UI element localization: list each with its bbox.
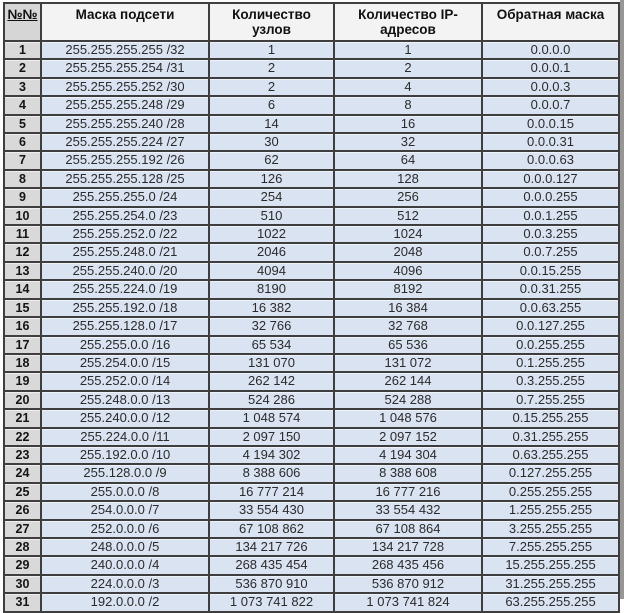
cell-wildcard-mask: 0.31.255.255 xyxy=(482,428,619,446)
cell-wildcard-mask: 0.0.7.255 xyxy=(482,243,619,261)
cell-ip-count: 33 554 432 xyxy=(334,501,482,519)
cell-wildcard-mask: 0.0.0.0 xyxy=(482,41,619,59)
cell-row-number: 13 xyxy=(4,262,41,280)
cell-subnet-mask: 255.255.255.248 /29 xyxy=(41,96,209,114)
cell-host-count: 1022 xyxy=(209,225,334,243)
cell-host-count: 4 194 302 xyxy=(209,446,334,464)
cell-subnet-mask: 255.255.192.0 /18 xyxy=(41,299,209,317)
cell-subnet-mask: 255.255.248.0 /21 xyxy=(41,243,209,261)
cell-row-number: 14 xyxy=(4,280,41,298)
cell-host-count: 262 142 xyxy=(209,372,334,390)
cell-host-count: 510 xyxy=(209,207,334,225)
table-row xyxy=(4,262,619,280)
cell-subnet-mask: 255.255.255.192 /26 xyxy=(41,151,209,169)
cell-row-number: 17 xyxy=(4,336,41,354)
cell-ip-count: 8 xyxy=(334,96,482,114)
table-row xyxy=(4,151,619,169)
cell-ip-count: 4096 xyxy=(334,262,482,280)
cell-host-count: 4094 xyxy=(209,262,334,280)
cell-subnet-mask: 192.0.0.0 /2 xyxy=(41,593,209,611)
cell-subnet-mask: 255.224.0.0 /11 xyxy=(41,428,209,446)
cell-row-number: 15 xyxy=(4,299,41,317)
cell-ip-count: 128 xyxy=(334,170,482,188)
table-row xyxy=(4,483,619,501)
cell-subnet-mask: 255.255.255.254 /31 xyxy=(41,59,209,77)
cell-row-number: 21 xyxy=(4,409,41,427)
table-row xyxy=(4,372,619,390)
column-header-number-label: №№ xyxy=(7,7,38,22)
table-row xyxy=(4,225,619,243)
cell-row-number: 7 xyxy=(4,151,41,169)
table-row xyxy=(4,96,619,114)
cell-host-count: 1 048 574 xyxy=(209,409,334,427)
cell-row-number: 11 xyxy=(4,225,41,243)
cell-ip-count: 134 217 728 xyxy=(334,538,482,556)
cell-row-number: 16 xyxy=(4,317,41,335)
cell-ip-count: 32 xyxy=(334,133,482,151)
cell-subnet-mask: 255.248.0.0 /13 xyxy=(41,391,209,409)
cell-ip-count: 1 xyxy=(334,41,482,59)
cell-host-count: 536 870 910 xyxy=(209,575,334,593)
cell-row-number: 8 xyxy=(4,170,41,188)
cell-host-count: 1 xyxy=(209,41,334,59)
cell-row-number: 6 xyxy=(4,133,41,151)
cell-wildcard-mask: 3.255.255.255 xyxy=(482,520,619,538)
cell-wildcard-mask: 0.0.63.255 xyxy=(482,299,619,317)
cell-wildcard-mask: 0.0.0.15 xyxy=(482,115,619,133)
cell-ip-count: 1 073 741 824 xyxy=(334,593,482,611)
cell-ip-count: 2048 xyxy=(334,243,482,261)
cell-subnet-mask: 255.255.128.0 /17 xyxy=(41,317,209,335)
subnet-mask-table xyxy=(3,2,620,613)
table-row xyxy=(4,299,619,317)
cell-wildcard-mask: 63.255.255.255 xyxy=(482,593,619,611)
column-header-number xyxy=(4,3,41,41)
cell-host-count: 134 217 726 xyxy=(209,538,334,556)
table-row xyxy=(4,520,619,538)
table-row xyxy=(4,188,619,206)
cell-wildcard-mask: 31.255.255.255 xyxy=(482,575,619,593)
cell-ip-count: 2 097 152 xyxy=(334,428,482,446)
column-header-ip-count: Количество IP-адресов xyxy=(334,3,482,41)
cell-ip-count: 16 xyxy=(334,115,482,133)
cell-host-count: 8 388 606 xyxy=(209,464,334,482)
table-row xyxy=(4,317,619,335)
cell-row-number: 26 xyxy=(4,501,41,519)
cell-ip-count: 512 xyxy=(334,207,482,225)
cell-host-count: 524 286 xyxy=(209,391,334,409)
column-header-wildcard-mask: Обратная маска xyxy=(482,3,619,41)
cell-host-count: 16 777 214 xyxy=(209,483,334,501)
cell-wildcard-mask: 0.255.255.255 xyxy=(482,483,619,501)
cell-wildcard-mask: 0.0.0.127 xyxy=(482,170,619,188)
cell-subnet-mask: 224.0.0.0 /3 xyxy=(41,575,209,593)
cell-subnet-mask: 255.255.255.255 /32 xyxy=(41,41,209,59)
cell-subnet-mask: 255.240.0.0 /12 xyxy=(41,409,209,427)
cell-row-number: 2 xyxy=(4,59,41,77)
cell-ip-count: 536 870 912 xyxy=(334,575,482,593)
cell-subnet-mask: 255.255.255.240 /28 xyxy=(41,115,209,133)
table-row xyxy=(4,41,619,59)
cell-host-count: 131 070 xyxy=(209,354,334,372)
cell-wildcard-mask: 15.255.255.255 xyxy=(482,556,619,574)
cell-host-count: 65 534 xyxy=(209,336,334,354)
table-row xyxy=(4,391,619,409)
cell-row-number: 30 xyxy=(4,575,41,593)
table-body xyxy=(4,41,619,612)
cell-ip-count: 8 388 608 xyxy=(334,464,482,482)
cell-subnet-mask: 255.255.255.0 /24 xyxy=(41,188,209,206)
table-row xyxy=(4,59,619,77)
cell-host-count: 14 xyxy=(209,115,334,133)
cell-wildcard-mask: 0.0.31.255 xyxy=(482,280,619,298)
cell-ip-count: 1 048 576 xyxy=(334,409,482,427)
cell-row-number: 5 xyxy=(4,115,41,133)
cell-ip-count: 262 144 xyxy=(334,372,482,390)
table-row xyxy=(4,78,619,96)
cell-wildcard-mask: 0.0.0.7 xyxy=(482,96,619,114)
cell-subnet-mask: 255.192.0.0 /10 xyxy=(41,446,209,464)
cell-subnet-mask: 255.255.254.0 /23 xyxy=(41,207,209,225)
cell-row-number: 12 xyxy=(4,243,41,261)
cell-host-count: 268 435 454 xyxy=(209,556,334,574)
cell-row-number: 22 xyxy=(4,428,41,446)
table-row xyxy=(4,501,619,519)
cell-host-count: 32 766 xyxy=(209,317,334,335)
cell-host-count: 33 554 430 xyxy=(209,501,334,519)
cell-subnet-mask: 255.255.255.252 /30 xyxy=(41,78,209,96)
cell-ip-count: 64 xyxy=(334,151,482,169)
cell-host-count: 1 073 741 822 xyxy=(209,593,334,611)
cell-ip-count: 256 xyxy=(334,188,482,206)
table-row xyxy=(4,133,619,151)
cell-ip-count: 131 072 xyxy=(334,354,482,372)
table-row xyxy=(4,336,619,354)
cell-row-number: 9 xyxy=(4,188,41,206)
cell-row-number: 19 xyxy=(4,372,41,390)
cell-wildcard-mask: 0.0.0.31 xyxy=(482,133,619,151)
cell-wildcard-mask: 1.255.255.255 xyxy=(482,501,619,519)
cell-host-count: 16 382 xyxy=(209,299,334,317)
cell-row-number: 23 xyxy=(4,446,41,464)
cell-wildcard-mask: 0.0.127.255 xyxy=(482,317,619,335)
cell-host-count: 2 xyxy=(209,78,334,96)
cell-wildcard-mask: 0.3.255.255 xyxy=(482,372,619,390)
table-row xyxy=(4,575,619,593)
cell-row-number: 31 xyxy=(4,593,41,611)
cell-ip-count: 8192 xyxy=(334,280,482,298)
cell-ip-count: 2 xyxy=(334,59,482,77)
cell-wildcard-mask: 0.0.3.255 xyxy=(482,225,619,243)
cell-row-number: 29 xyxy=(4,556,41,574)
cell-subnet-mask: 255.255.240.0 /20 xyxy=(41,262,209,280)
cell-host-count: 126 xyxy=(209,170,334,188)
cell-row-number: 1 xyxy=(4,41,41,59)
cell-row-number: 20 xyxy=(4,391,41,409)
cell-row-number: 18 xyxy=(4,354,41,372)
cell-subnet-mask: 254.0.0.0 /7 xyxy=(41,501,209,519)
cell-subnet-mask: 255.255.252.0 /22 xyxy=(41,225,209,243)
cell-subnet-mask: 255.255.255.224 /27 xyxy=(41,133,209,151)
cell-subnet-mask: 255.255.224.0 /19 xyxy=(41,280,209,298)
cell-host-count: 2 xyxy=(209,59,334,77)
cell-subnet-mask: 248.0.0.0 /5 xyxy=(41,538,209,556)
cell-ip-count: 16 384 xyxy=(334,299,482,317)
cell-subnet-mask: 255.254.0.0 /15 xyxy=(41,354,209,372)
cell-ip-count: 32 768 xyxy=(334,317,482,335)
cell-wildcard-mask: 0.63.255.255 xyxy=(482,446,619,464)
cell-ip-count: 16 777 216 xyxy=(334,483,482,501)
cell-subnet-mask: 255.252.0.0 /14 xyxy=(41,372,209,390)
cell-wildcard-mask: 0.0.1.255 xyxy=(482,207,619,225)
cell-ip-count: 524 288 xyxy=(334,391,482,409)
cell-wildcard-mask: 7.255.255.255 xyxy=(482,538,619,556)
cell-row-number: 3 xyxy=(4,78,41,96)
cell-wildcard-mask: 0.0.0.63 xyxy=(482,151,619,169)
column-header-host-count: Количество узлов xyxy=(209,3,334,41)
table-row xyxy=(4,243,619,261)
cell-subnet-mask: 255.255.0.0 /16 xyxy=(41,336,209,354)
table-row xyxy=(4,409,619,427)
cell-host-count: 2046 xyxy=(209,243,334,261)
cell-wildcard-mask: 0.0.255.255 xyxy=(482,336,619,354)
cell-row-number: 28 xyxy=(4,538,41,556)
cell-wildcard-mask: 0.7.255.255 xyxy=(482,391,619,409)
cell-subnet-mask: 255.0.0.0 /8 xyxy=(41,483,209,501)
cell-subnet-mask: 255.255.255.128 /25 xyxy=(41,170,209,188)
table-row xyxy=(4,280,619,298)
table-row xyxy=(4,115,619,133)
table-row xyxy=(4,556,619,574)
cell-wildcard-mask: 0.15.255.255 xyxy=(482,409,619,427)
cell-ip-count: 65 536 xyxy=(334,336,482,354)
cell-host-count: 67 108 862 xyxy=(209,520,334,538)
table-row xyxy=(4,593,619,611)
cell-host-count: 254 xyxy=(209,188,334,206)
cell-wildcard-mask: 0.1.255.255 xyxy=(482,354,619,372)
table-row xyxy=(4,464,619,482)
column-header-subnet-mask: Маска подсети xyxy=(41,3,209,41)
cell-subnet-mask: 240.0.0.0 /4 xyxy=(41,556,209,574)
cell-host-count: 2 097 150 xyxy=(209,428,334,446)
cell-host-count: 8190 xyxy=(209,280,334,298)
cell-subnet-mask: 252.0.0.0 /6 xyxy=(41,520,209,538)
cell-host-count: 6 xyxy=(209,96,334,114)
cell-wildcard-mask: 0.0.15.255 xyxy=(482,262,619,280)
table-row xyxy=(4,354,619,372)
header-row xyxy=(4,3,619,41)
cell-row-number: 10 xyxy=(4,207,41,225)
cell-wildcard-mask: 0.0.0.255 xyxy=(482,188,619,206)
cell-subnet-mask: 255.128.0.0 /9 xyxy=(41,464,209,482)
table-row xyxy=(4,428,619,446)
table-row xyxy=(4,207,619,225)
cell-ip-count: 67 108 864 xyxy=(334,520,482,538)
cell-row-number: 24 xyxy=(4,464,41,482)
table-row xyxy=(4,538,619,556)
cell-host-count: 62 xyxy=(209,151,334,169)
cell-ip-count: 1024 xyxy=(334,225,482,243)
cell-row-number: 25 xyxy=(4,483,41,501)
cell-ip-count: 268 435 456 xyxy=(334,556,482,574)
cell-wildcard-mask: 0.0.0.3 xyxy=(482,78,619,96)
table-row xyxy=(4,446,619,464)
cell-ip-count: 4 194 304 xyxy=(334,446,482,464)
cell-wildcard-mask: 0.0.0.1 xyxy=(482,59,619,77)
table-row xyxy=(4,170,619,188)
cell-row-number: 4 xyxy=(4,96,41,114)
cell-ip-count: 4 xyxy=(334,78,482,96)
cell-wildcard-mask: 0.127.255.255 xyxy=(482,464,619,482)
cell-row-number: 27 xyxy=(4,520,41,538)
cell-host-count: 30 xyxy=(209,133,334,151)
right-edge-shade xyxy=(620,0,624,599)
